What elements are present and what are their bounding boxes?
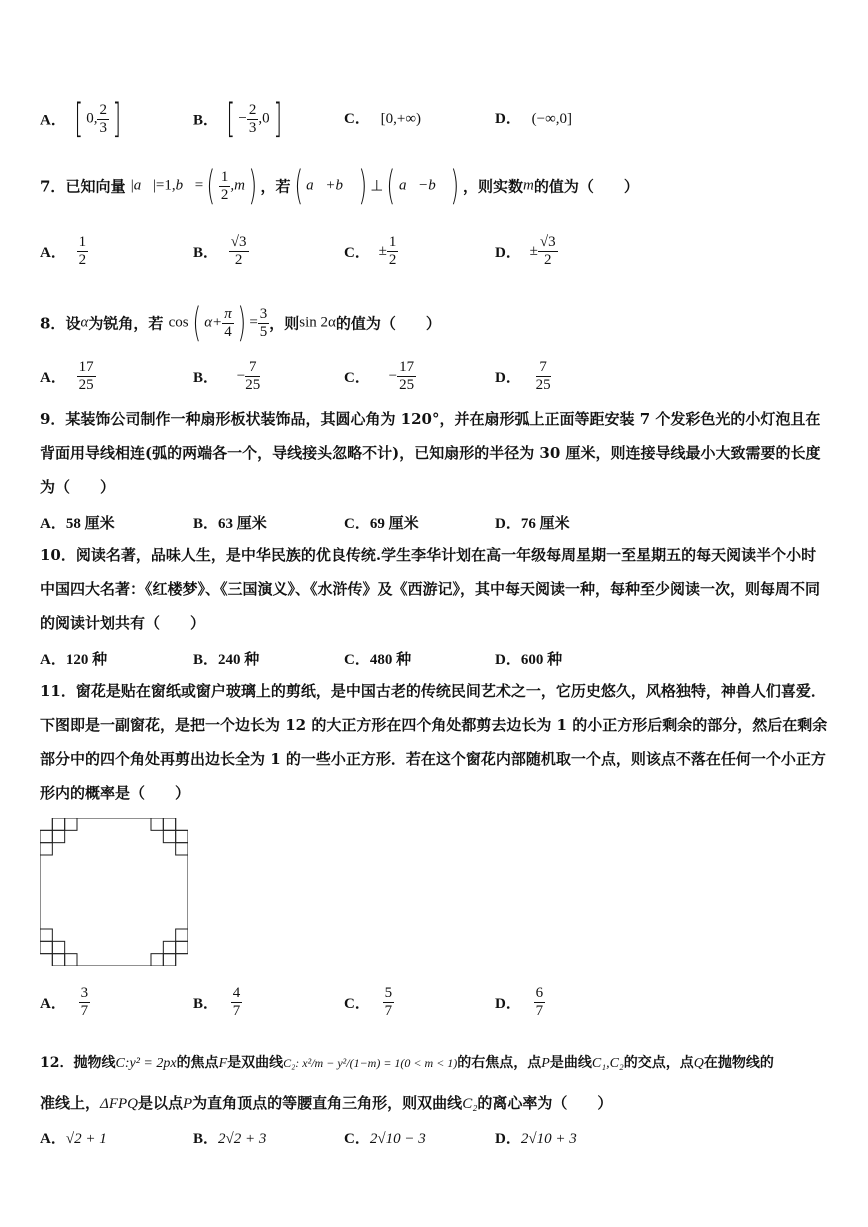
- option-label: D．: [495, 652, 521, 668]
- q10-option-a: [40, 648, 107, 669]
- vector-a-norm: |a⃗|=1,b⃗=: [130, 177, 204, 194]
- q9-option-a: [40, 512, 115, 533]
- hyperbola-eq: C₂: x²/m − y²/(1−m) = 1(0 < m < 1): [283, 1056, 458, 1070]
- q10-option-b: [193, 648, 259, 669]
- left-paren: (: [192, 300, 201, 346]
- question-7: [40, 163, 639, 209]
- question-text: 的右焦点，点: [457, 1055, 542, 1071]
- question-text: 是曲线: [549, 1055, 592, 1071]
- left-paren: (: [386, 163, 396, 209]
- question-number: 8．: [40, 314, 66, 333]
- question-text: 已知向量: [65, 177, 126, 196]
- question-text: 设: [65, 314, 81, 333]
- question-text: 的离心率为（ ）: [477, 1094, 613, 1112]
- question-text: 为锐角，若: [88, 314, 164, 333]
- q8-option-b: [193, 359, 260, 394]
- fraction: $\frac{7}{25}$: [535, 359, 551, 393]
- option-label: D．: [495, 370, 521, 386]
- option-label: D．: [495, 996, 521, 1012]
- fraction: $\frac{4}{7}$: [232, 985, 241, 1019]
- right-paren: ): [248, 163, 258, 209]
- q7-option-d: [495, 234, 558, 269]
- option-text: 2√2 + 3: [218, 1131, 267, 1147]
- q7-option-b: [193, 234, 249, 269]
- left-bracket: [: [226, 96, 235, 142]
- q8-option-a: [40, 359, 96, 394]
- fraction: $\frac{3}{5}$: [259, 305, 268, 340]
- q11-option-b: [193, 985, 242, 1020]
- window-flower-figure: [40, 818, 188, 966]
- option-label: D．: [495, 516, 521, 532]
- option-label: B．: [193, 516, 219, 532]
- left-paren: (: [206, 163, 216, 209]
- interval-right: ,0: [258, 110, 270, 127]
- var-m: m: [523, 177, 534, 194]
- fraction: $\frac{1}{2}$: [388, 234, 397, 268]
- option-label: A．: [40, 516, 66, 532]
- fraction: $\frac{3}{7}$: [80, 985, 89, 1019]
- option-text: 480 种: [369, 652, 412, 668]
- option-label: A．: [40, 112, 66, 129]
- question-number: 7．: [40, 177, 66, 196]
- minus-sign: −: [238, 110, 247, 127]
- option-label: A．: [40, 652, 66, 668]
- point-q: Q: [693, 1056, 704, 1071]
- question-text: 的值为（ ）: [335, 314, 441, 333]
- option-label: C．: [344, 111, 370, 127]
- question-text: ，则实数: [463, 177, 524, 196]
- left-paren: (: [294, 163, 303, 209]
- question-text: 的焦点: [176, 1055, 219, 1071]
- option-label: C．: [344, 516, 370, 532]
- option-label: A．: [40, 370, 66, 386]
- question-text: 的值为（ ）: [533, 177, 639, 196]
- option-text: (−∞,0]: [531, 111, 573, 127]
- option-text: 63 厘米: [218, 516, 267, 532]
- q9-option-d: [495, 512, 570, 533]
- option-text: 120 种: [65, 652, 108, 668]
- option-label: B．: [193, 245, 219, 261]
- sign: ±: [378, 243, 387, 259]
- q10-option-c: [344, 648, 411, 669]
- q12-option-a: [40, 1127, 107, 1148]
- q10-option-d: [495, 648, 562, 669]
- option-label: A．: [40, 996, 66, 1012]
- question-text: ，若: [260, 177, 291, 196]
- question-12-line2: [40, 1092, 612, 1113]
- fraction: $\frac{1}{2}$: [220, 168, 229, 203]
- option-label: B．: [193, 370, 219, 386]
- option-label: D．: [495, 245, 521, 261]
- point-p: P: [183, 1096, 193, 1112]
- q6-option-b: [193, 96, 285, 142]
- q9-option-c: [344, 512, 419, 533]
- q12-option-b: [193, 1127, 266, 1148]
- question-text: ，则: [269, 314, 300, 333]
- q8-option-c: [344, 359, 416, 394]
- option-label: C．: [344, 370, 370, 386]
- option-label: A．: [40, 1131, 66, 1147]
- option-label: C．: [344, 1131, 370, 1147]
- option-label: B．: [193, 996, 219, 1012]
- fraction: $\frac{7}{25}$: [245, 359, 261, 393]
- fraction: $\frac{6}{7}$: [535, 985, 544, 1019]
- point-p: P: [541, 1056, 550, 1071]
- q11-option-a: [40, 985, 90, 1020]
- var-m: ,m: [230, 177, 245, 194]
- q7-option-a: [40, 234, 88, 269]
- vector-diff: a⃗−b⃗: [398, 177, 448, 194]
- option-label: B．: [193, 112, 219, 129]
- question-10: 10．阅读名著，品味人生，是中华民族的优良传统.学生李华计划在高一年级每周星期一至星期五的每天阅读半个小时中国四大名著：《红楼梦》、《三国演义》、《水浒传》及《西游记》，其中每天阅读一种，每种至少阅读一次，则每周不同的阅读计划共有（ ）: [40, 546, 821, 632]
- question-text: 在抛物线的: [703, 1055, 774, 1071]
- q6-option-d: [495, 107, 572, 128]
- fraction: $\frac{√3}{2}$: [539, 234, 556, 268]
- option-text: 600 种: [520, 652, 563, 668]
- option-label: D．: [495, 1131, 521, 1147]
- parabola-eq: C:y² = 2px: [115, 1056, 177, 1071]
- option-label: C．: [344, 245, 370, 261]
- option-label: A．: [40, 245, 66, 261]
- option-label: B．: [193, 652, 219, 668]
- right-paren: ): [237, 300, 246, 346]
- sign: ±: [529, 243, 538, 259]
- option-text: 76 厘米: [520, 516, 570, 532]
- option-text: 240 种: [218, 652, 260, 668]
- var-alpha: α+: [204, 314, 223, 331]
- q8-option-d: [495, 359, 551, 394]
- option-text: √2 + 1: [65, 1131, 107, 1147]
- curve-c2: C₂: [462, 1096, 478, 1112]
- fraction: $\frac{17}{25}$: [78, 359, 94, 393]
- option-text: 2√10 − 3: [369, 1131, 426, 1147]
- cos-fn: cos: [168, 314, 189, 331]
- option-text: 69 厘米: [369, 516, 419, 532]
- option-label: B．: [193, 1131, 219, 1147]
- left-bracket: [: [74, 96, 83, 142]
- option-text: [0,+∞): [380, 111, 422, 127]
- right-paren: ): [358, 163, 367, 209]
- option-label: C．: [344, 996, 370, 1012]
- triangle: ΔFPQ: [100, 1096, 138, 1112]
- fraction: $\frac{17}{25}$: [399, 359, 415, 393]
- fraction: $\frac{5}{7}$: [384, 985, 393, 1019]
- question-12-line1: [40, 1052, 774, 1072]
- vector-sum: a⃗+b⃗: [306, 177, 355, 194]
- question-11: 11．窗花是贴在窗纸或窗户玻璃上的剪纸，是中国古老的传统民间艺术之一，它历史悠久，风格独特，神兽人们喜爱．下图即是一副窗花，是把一个边长为 12 的大正方形在四个角处都剪去边长为 1 的小正方形后剩余的部分，然后在剩余部分中的四个角处再剪出边长全为 1 的一些小正方形．若在这个窗花内部随机取一个点，则该点不落在任何一个小正方形内的概率是（ ）: [40, 682, 828, 802]
- question-text: 是双曲线: [227, 1055, 284, 1071]
- option-label: C．: [344, 652, 370, 668]
- right-bracket: ]: [273, 96, 282, 142]
- equals: =: [249, 314, 258, 331]
- q6-option-a: [40, 96, 125, 142]
- interval-left: 0,: [86, 110, 98, 127]
- perp-symbol: ⊥: [370, 178, 384, 195]
- option-text: 58 厘米: [65, 516, 115, 532]
- point-f: F: [218, 1056, 228, 1071]
- question-text: 12．抛物线: [40, 1055, 116, 1071]
- q11-option-d: [495, 985, 545, 1020]
- question-text: 为直角顶点的等腰直角三角形，则双曲线: [192, 1094, 463, 1112]
- fraction: $\frac{2}{3}$: [99, 101, 107, 136]
- target-expr: sin 2α: [299, 314, 336, 331]
- question-8: [40, 300, 441, 346]
- fraction: $\frac{1}{2}$: [78, 234, 87, 268]
- question-text: 的交点，点: [623, 1055, 694, 1071]
- var-alpha: α: [80, 314, 89, 331]
- q9-option-b: [193, 512, 267, 533]
- q7-option-c: [344, 234, 398, 269]
- question-text: 准线上，: [40, 1094, 101, 1112]
- question-text: 是以点: [137, 1094, 183, 1112]
- q11-option-c: [344, 985, 394, 1020]
- q6-option-c: [344, 107, 421, 128]
- question-9: 9．某装饰公司制作一种扇形板状装饰品，其圆心角为 120°，并在扇形弧上正面等距安装 7 个发彩色光的小灯泡且在背面用导线相连(弧的两端各一个，导线接头忽略不计)，已知扇形的半径为 30 厘米，则连接导线最小大致需要的长度为（ ）: [40, 410, 821, 496]
- option-label: D．: [495, 111, 521, 127]
- fraction: $\frac{√3}{2}$: [230, 234, 247, 268]
- fraction: $\frac{2}{3}$: [248, 101, 257, 136]
- fraction: $\frac{\pi}{4}$: [224, 305, 232, 340]
- sign: −: [388, 368, 398, 384]
- option-text: 2√10 + 3: [520, 1131, 577, 1147]
- right-paren: ): [450, 163, 460, 209]
- curves: C₁,C₂: [591, 1056, 624, 1071]
- q12-option-d: [495, 1127, 577, 1148]
- sign: −: [236, 368, 246, 384]
- q12-option-c: [344, 1127, 426, 1148]
- right-bracket: ]: [112, 96, 122, 142]
